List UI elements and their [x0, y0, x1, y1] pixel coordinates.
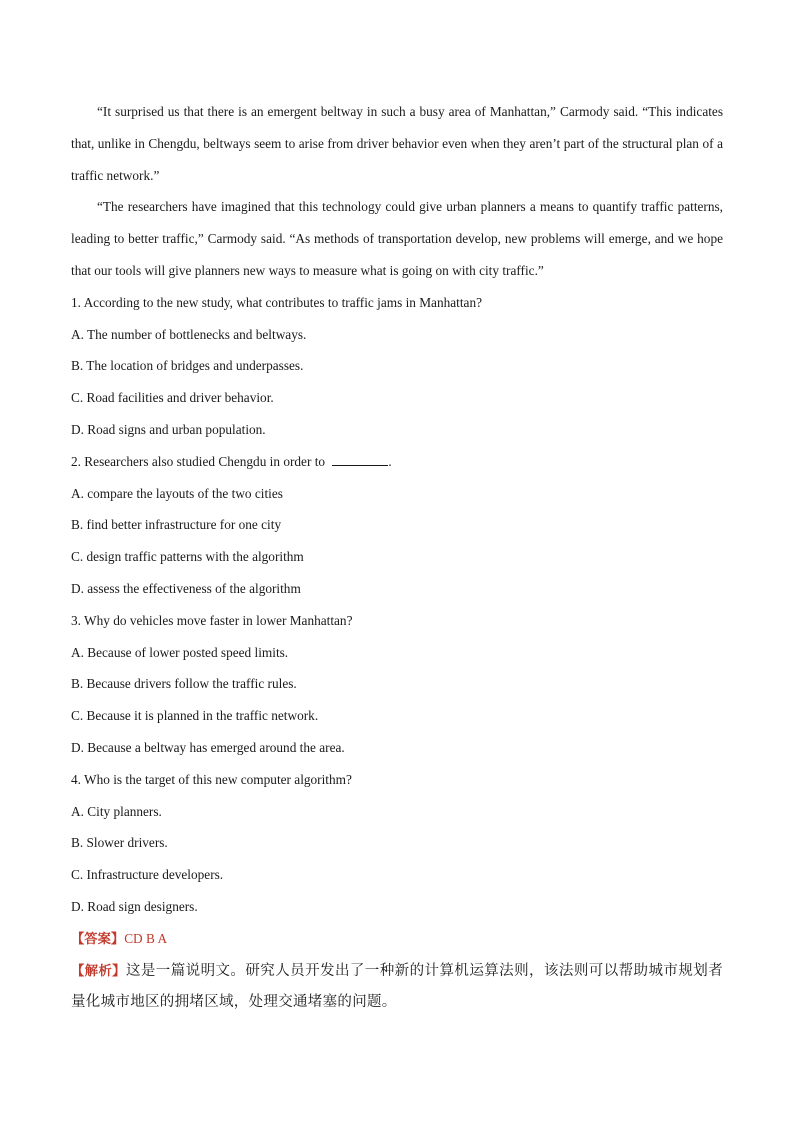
question-stem-end: .: [388, 453, 392, 469]
question-stem: 4. Who is the target of this new computer algorithm?: [71, 771, 352, 787]
option-a: A. Because of lower posted speed limits.: [71, 644, 289, 660]
option-b: B. Because drivers follow the traffic rules.: [71, 676, 297, 692]
passage-paragraph-1: “It surprised us that there is an emergent beltway in such a busy area of Manhattan,” Carmody said. “This indicates that, unlike in Chengdu, beltways seem to arise from driver behavior even when they aren’t part of the structural plan of a traffic network.”: [71, 104, 723, 183]
question-stem: 3. Why do vehicles move faster in lower Manhattan?: [71, 612, 353, 628]
answer-line: [71, 923, 723, 956]
option-c: C. Because it is planned in the traffic network.: [71, 708, 319, 724]
question-3: [71, 605, 723, 764]
document-page: [71, 96, 723, 1019]
analysis-line: [71, 956, 723, 1020]
option-b: B. Slower drivers.: [71, 835, 168, 851]
option-c: C. Road facilities and driver behavior.: [71, 390, 274, 406]
option-d: D. Road signs and urban population.: [71, 421, 266, 437]
question-stem: 2. Researchers also studied Chengdu in order to: [71, 453, 326, 469]
question-4: [71, 764, 723, 923]
option-b: B. find better infrastructure for one city: [71, 517, 282, 533]
option-d: D. Because a beltway has emerged around the area.: [71, 739, 345, 755]
question-stem-with-blank: [71, 446, 723, 478]
option-a: A. compare the layouts of the two cities: [71, 485, 283, 501]
answer-label: 【答案】: [71, 931, 125, 947]
option-a: A. City planners.: [71, 803, 162, 819]
option-d: D. assess the effectiveness of the algorithm: [71, 580, 301, 596]
question-1: [71, 287, 723, 446]
option-a: A. The number of bottlenecks and beltways.: [71, 326, 307, 342]
option-b: B. The location of bridges and underpasses.: [71, 358, 304, 374]
passage-paragraph-2: “The researchers have imagined that this technology could give urban planners a means to quantify traffic patterns, leading to better traffic,” Carmody said. “As methods of transportation develop, new problems will emerge, and we hope that our tools will give planners new ways to measure what is going on with city traffic.”: [71, 199, 723, 278]
option-d: D. Road sign designers.: [71, 898, 198, 914]
option-c: C. Infrastructure developers.: [71, 867, 224, 883]
analysis-text: 这是一篇说明文。研究人员开发出了一种新的计算机运算法则，该法则可以帮助城市规划者量化城市地区的拥堵区域，处理交通堵塞的问题。: [71, 962, 724, 1011]
answer-value: CD B A: [124, 930, 168, 946]
question-stem: 1. According to the new study, what contributes to traffic jams in Manhattan?: [71, 294, 482, 310]
option-c: C. design traffic patterns with the algorithm: [71, 549, 304, 565]
fill-in-blank: [332, 453, 388, 466]
question-2: [71, 446, 723, 605]
analysis-label: 【解析】: [71, 963, 126, 979]
